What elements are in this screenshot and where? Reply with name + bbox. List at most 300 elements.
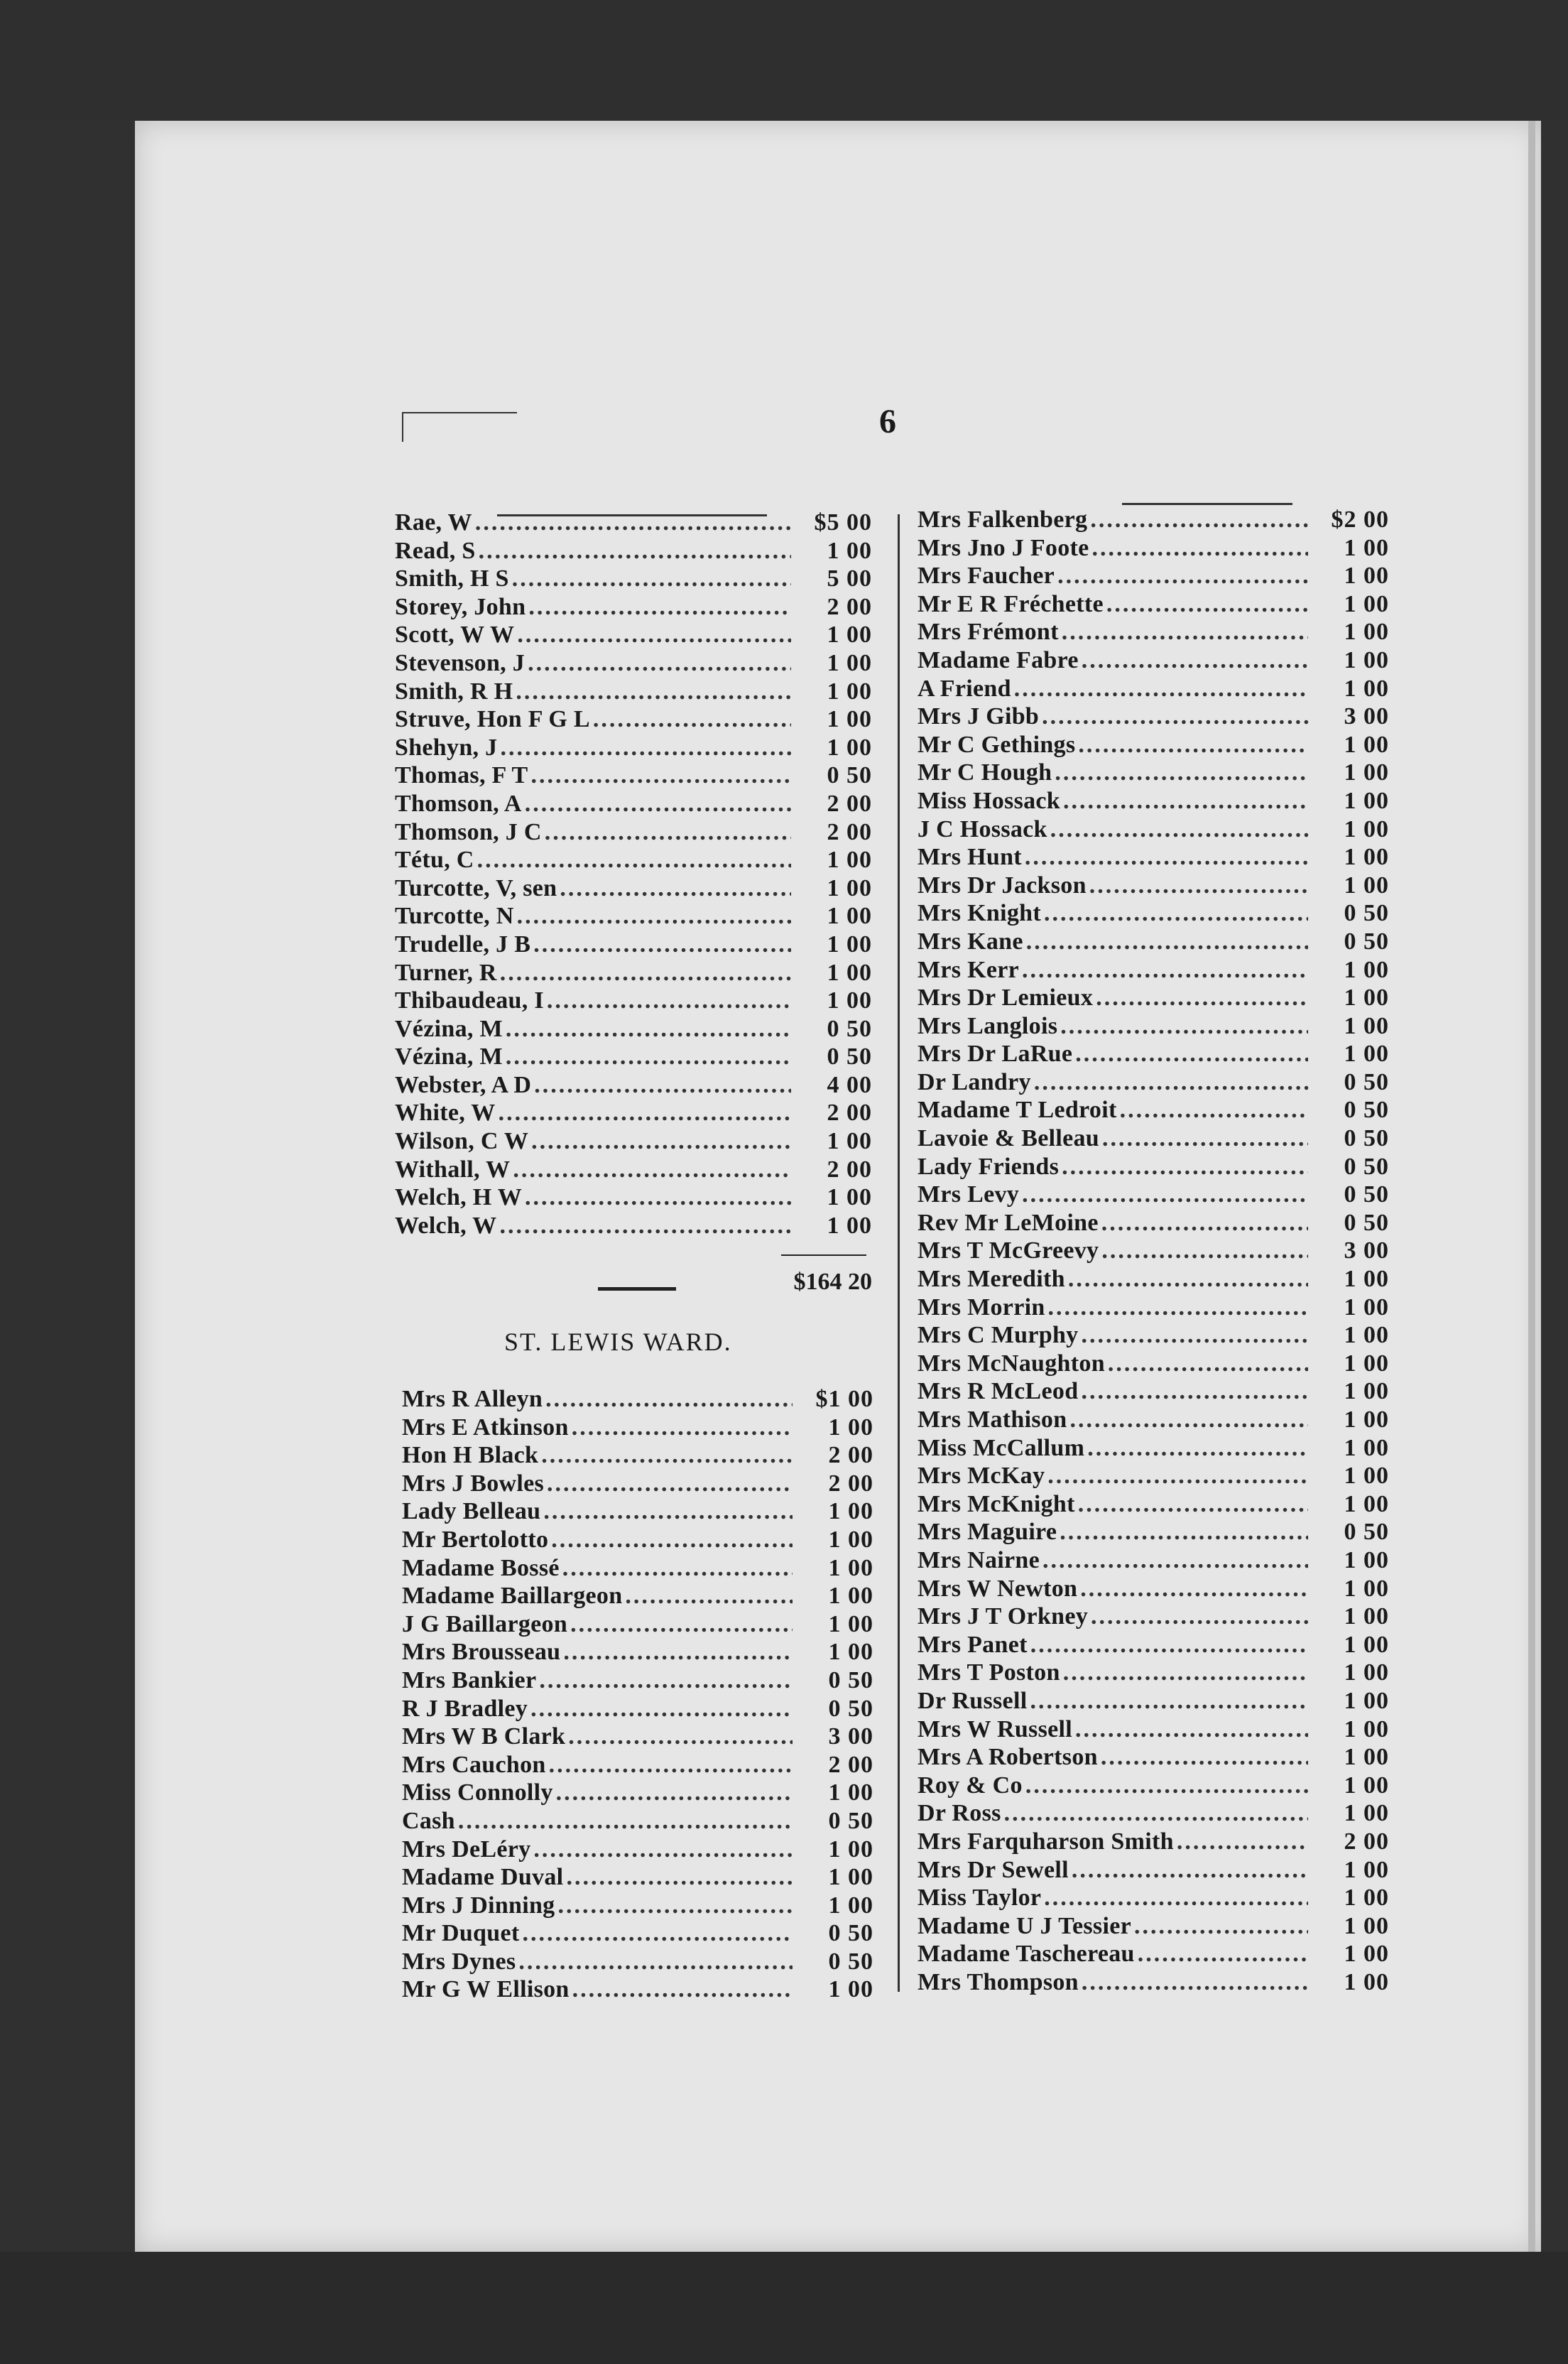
list-item [918,506,1389,534]
subscriber-name: Mrs McKay [918,1463,1045,1490]
list-item [402,1975,873,2004]
subscription-amount: 1 00 [827,706,872,733]
subscription-amount: 0 50 [1344,1125,1389,1152]
subscriber-name: Tétu, C [395,847,474,874]
subscription-amount: 1 00 [1344,1631,1389,1658]
subscriber-name: Mrs Maguire [918,1519,1057,1546]
column-divider [898,514,900,1992]
subscriber-name: Vézina, M [395,1043,503,1070]
subscriber-name: A Friend [918,675,1011,702]
subscription-amount: 1 00 [827,931,872,958]
subscriber-name: Storey, John [395,593,526,620]
list-item [918,956,1389,985]
list-item [402,1836,873,1864]
subscriber-name: Mrs R Alleyn [402,1386,543,1412]
leader-dots [531,1127,791,1156]
list-item [918,928,1389,956]
subscription-amount: 1 00 [827,649,872,676]
subscriber-name: Mrs T Poston [918,1659,1060,1686]
list-item [395,790,872,818]
list-item [918,731,1389,759]
subscriber-name: Madame Taschereau [918,1941,1135,1968]
subscription-amount: 1 00 [1344,1603,1389,1630]
list-item [918,1546,1389,1575]
leader-dots [517,902,791,931]
list-item [402,1695,873,1723]
subscription-amount: 1 00 [1344,1941,1389,1968]
subscriber-name: Mrs Langlois [918,1012,1058,1039]
subscriber-name: Smith, R H [395,678,513,705]
total-rule [781,1254,866,1256]
subscription-amount: 0 50 [827,1015,872,1042]
subscription-amount: 1 00 [827,847,872,874]
subscriber-name: Mrs Falkenberg [918,506,1088,533]
list-item [402,1919,873,1948]
subscription-amount: 1 00 [1344,534,1389,561]
leader-dots [1101,1743,1308,1772]
list-item [395,959,872,987]
subscription-amount: 1 00 [828,1526,873,1553]
list-item [402,1892,873,1920]
leader-dots [525,790,791,818]
subscriber-name: Mrs Brousseau [402,1639,561,1666]
subscriber-name: Hon H Black [402,1442,539,1469]
subscription-amount: 1 00 [1344,646,1389,673]
list-item [402,1610,873,1639]
list-item [918,1265,1389,1294]
subscriber-name: White, W [395,1100,496,1127]
list-item [918,618,1389,646]
leader-dots [506,1043,791,1071]
list-item [918,1912,1389,1941]
list-item [918,1350,1389,1378]
subscription-amount: 1 00 [827,622,872,649]
subscription-amount: 0 50 [1344,1519,1389,1546]
subscriber-name: Miss Connolly [402,1779,553,1806]
subscription-amount: 1 00 [1344,1687,1389,1714]
leader-dots [572,1975,793,2004]
leader-dots [1030,1631,1308,1659]
leader-dots [534,1071,791,1100]
subscription-amount: 0 50 [1344,1153,1389,1180]
list-item [918,815,1389,844]
leader-dots [528,593,791,622]
subscriber-name: Mr C Hough [918,759,1052,786]
subscription-amount: 1 00 [827,987,872,1014]
list-item [918,1462,1389,1490]
subscriber-list-left-bottom [402,1385,873,2004]
subscription-amount: 2 00 [1344,1828,1389,1855]
subscriber-name: Madame Duval [402,1864,564,1891]
list-item [395,761,872,790]
leader-dots [1068,1265,1308,1294]
subscription-amount: $1 00 [815,1386,873,1412]
subscriber-name: Miss Hossack [918,787,1061,814]
leader-dots [543,1497,793,1526]
list-item [918,1012,1389,1041]
leader-dots [525,1183,791,1212]
subscriber-name: J C Hossack [918,815,1047,842]
subscription-amount: 1 00 [1344,1041,1389,1068]
subscription-amount: 1 00 [1344,1266,1389,1293]
subscriber-name: Madame Bossé [402,1554,560,1581]
leader-dots [558,1892,793,1920]
list-item [918,1181,1389,1209]
subscription-amount: $5 00 [814,509,872,536]
leader-dots [1022,1181,1308,1209]
leader-dots [1078,1490,1308,1519]
subscriber-name: Vézina, M [395,1015,503,1042]
leader-dots [1026,928,1308,956]
subscription-amount: 1 00 [828,1892,873,1919]
leader-dots [1063,1659,1308,1687]
subscriber-list-left-top [395,509,872,1240]
subscription-amount: 1 00 [1344,1912,1389,1939]
subscriber-name: Mrs Dynes [402,1948,516,1975]
subscription-amount: 2 00 [827,818,872,845]
list-item [918,1406,1389,1434]
leader-dots [499,1212,791,1240]
leader-dots [530,1695,793,1723]
list-item [395,678,872,706]
subscriber-name: Wilson, C W [395,1128,529,1155]
subscriber-name: Thomson, J C [395,818,542,845]
subscription-amount: 1 00 [1344,563,1389,590]
subscription-amount: 1 00 [1344,1715,1389,1742]
subscriber-name: Stevenson, J [395,649,526,676]
subscription-amount: 1 00 [1344,787,1389,814]
leader-dots [545,818,791,847]
subscription-amount: 1 00 [1344,1856,1389,1883]
subscription-amount: 1 00 [1344,956,1389,983]
subscription-amount: 1 00 [828,1864,873,1891]
subscriber-name: Mrs Cauchon [402,1751,546,1778]
subscriber-name: Mr Bertolotto [402,1526,549,1553]
subscriber-name: Mrs Levy [918,1181,1020,1208]
leader-dots [500,734,791,762]
list-item [395,705,872,734]
list-item [402,1497,873,1526]
leader-dots [1082,646,1308,675]
subscription-amount: 1 00 [1344,1772,1389,1799]
leader-dots [1090,506,1308,534]
leader-dots [506,1015,791,1043]
subscription-amount: $2 00 [1331,506,1389,533]
subscriber-name: Lady Belleau [402,1498,541,1525]
subscription-amount: 0 50 [828,1807,873,1834]
subscriber-name: Mrs Dr Sewell [918,1856,1069,1883]
subscription-amount: 2 00 [827,1156,872,1183]
subscription-amount: 0 50 [1344,900,1389,927]
list-item [918,1518,1389,1546]
scanner-border-bottom [0,2252,1568,2364]
list-item [402,1863,873,1892]
list-item [918,1687,1389,1715]
list-item [918,1124,1389,1153]
list-item [395,1127,872,1156]
list-item [918,1209,1389,1237]
list-item [918,1743,1389,1772]
subscriber-name: Rae, W [395,509,472,536]
subscriber-name: Mrs Faucher [918,563,1055,590]
subscription-amount: 3 00 [1344,1237,1389,1264]
subscription-amount: 1 00 [828,1414,873,1441]
list-item [395,593,872,622]
list-item [918,675,1389,703]
leader-dots [512,565,791,593]
leader-dots [547,987,791,1015]
subscriber-name: Dr Russell [918,1687,1028,1714]
subscriber-name: Mrs DeLéry [402,1836,531,1863]
list-item [395,1212,872,1240]
leader-dots [1025,843,1308,872]
subscriber-name: Thomson, A [395,790,522,817]
leader-dots [541,1441,793,1470]
list-item [402,1779,873,1807]
subscription-amount: 1 00 [1344,1406,1389,1433]
subscription-amount: 1 00 [827,874,872,901]
leader-dots [1069,1406,1308,1434]
leader-dots [1087,1434,1308,1463]
leader-dots [475,509,791,537]
leader-dots [533,931,791,959]
leader-dots [518,1948,793,1976]
list-item [918,1603,1389,1631]
subscription-amount: 1 00 [1344,1322,1389,1349]
leader-dots [1004,1799,1308,1828]
subscription-amount: 1 00 [828,1976,873,2003]
subscriber-name: R J Bradley [402,1695,528,1722]
subscriber-name: J G Baillargeon [402,1610,568,1637]
list-item [918,1715,1389,1744]
subscriber-name: Thomas, F T [395,762,528,789]
subscription-amount: 1 00 [1344,1546,1389,1573]
subscription-amount: 1 00 [1344,844,1389,871]
subscriber-name: Mrs Dr LaRue [918,1041,1073,1068]
subscriber-name: Madame Fabre [918,646,1079,673]
leader-dots [562,1554,793,1583]
list-item [918,590,1389,619]
subscription-amount: 1 00 [1344,985,1389,1012]
subscriber-name: Mrs J Dinning [402,1892,555,1919]
leader-dots [1060,1012,1308,1041]
leader-dots [1044,899,1308,928]
list-item [395,931,872,959]
list-item [918,1659,1389,1687]
subscription-amount: 0 50 [1344,1209,1389,1236]
leader-dots [528,649,791,678]
list-item [918,843,1389,872]
subscription-amount: 1 00 [1344,1463,1389,1490]
list-item [918,1968,1389,1997]
list-item [395,1043,872,1071]
subscriber-name: Mrs Panet [918,1631,1028,1658]
subscriber-name: Webster, A D [395,1071,532,1098]
list-item [918,1575,1389,1603]
subscriber-name: Mr C Gethings [918,731,1076,758]
subscriber-name: Mr E R Fréchette [918,590,1104,617]
leader-dots [479,537,791,565]
total-dash [598,1287,676,1291]
subscription-amount: 1 00 [1344,1294,1389,1321]
subscription-amount: 1 00 [1344,731,1389,758]
leader-dots [500,959,791,987]
subscriber-name: Mrs J Gibb [918,703,1040,730]
subscription-amount: 1 00 [1344,1490,1389,1517]
leader-dots [1089,872,1308,900]
subscriber-name: Shehyn, J [395,734,498,761]
subscriber-name: Read, S [395,537,476,564]
subscriber-name: Mr G W Ellison [402,1976,570,2003]
leader-dots [477,846,791,874]
leader-dots [1075,1040,1308,1068]
leader-dots [545,1385,793,1414]
list-item [918,562,1389,590]
subscription-amount: 0 50 [828,1666,873,1693]
list-item [402,1582,873,1610]
subscription-amount: 2 00 [828,1442,873,1469]
subscriber-name: Madame T Ledroit [918,1097,1117,1124]
list-item [395,818,872,847]
leader-dots [1134,1912,1308,1941]
subscription-amount: 2 00 [828,1470,873,1497]
leader-dots [1063,787,1308,815]
list-item [918,1321,1389,1350]
subscriber-name: Madame Baillargeon [402,1583,623,1610]
leader-dots [551,1526,793,1554]
page-edge [1528,121,1535,2252]
list-item [918,899,1389,928]
list-item [402,1723,873,1751]
subscriber-name: Mrs McNaughton [918,1350,1105,1377]
subscription-amount: 2 00 [827,1100,872,1127]
subscriber-name: Mrs Meredith [918,1266,1065,1293]
list-item [402,1751,873,1779]
leader-dots [1060,1518,1308,1546]
list-item [395,902,872,931]
subscription-amount: 4 00 [827,1071,872,1098]
section-heading: ST. LEWIS WARD. [504,1328,732,1356]
subscriber-name: Cash [402,1807,455,1834]
list-item [402,1948,873,1976]
subscriber-name: Trudelle, J B [395,931,531,958]
subscription-amount: 2 00 [828,1751,873,1778]
leader-dots [1042,703,1308,731]
leader-dots [1102,1124,1308,1153]
list-item [918,984,1389,1012]
list-item [395,1099,872,1127]
list-item [402,1666,873,1695]
subscriber-name: Mrs R McLeod [918,1378,1079,1405]
list-item [402,1638,873,1666]
leader-dots [516,678,791,706]
subscription-amount: 1 00 [1344,815,1389,842]
list-item [402,1526,873,1554]
subscription-amount: 1 00 [1344,590,1389,617]
leader-dots [556,1779,793,1807]
leader-dots [1096,984,1308,1012]
subscriber-name: Mrs Farquharson Smith [918,1828,1174,1855]
leader-dots [1177,1828,1308,1856]
rule-line [1122,503,1292,505]
subscription-amount: 1 00 [828,1610,873,1637]
subscriber-name: Mrs Kerr [918,956,1020,983]
list-item [918,1096,1389,1124]
list-item [402,1554,873,1583]
leader-dots [1047,1462,1308,1490]
list-item [395,509,872,537]
subscriber-name: Turner, R [395,959,497,986]
subscription-amount: 1 00 [1344,1378,1389,1405]
subscription-amount: 0 50 [1344,1097,1389,1124]
subscriber-name: Lady Friends [918,1153,1060,1180]
leader-dots [513,1156,791,1184]
subscription-amount: 1 00 [1344,1659,1389,1686]
subscriber-name: Mrs Hunt [918,844,1022,871]
list-item [918,1799,1389,1828]
leader-dots [531,761,791,790]
leader-dots [539,1666,793,1695]
subscription-amount: 0 50 [1344,1181,1389,1208]
leader-dots [1034,1068,1308,1097]
list-item [918,703,1389,731]
subscription-amount: 1 00 [1344,675,1389,702]
leader-dots [572,1414,793,1442]
leader-dots [1080,1575,1308,1603]
subscriber-name: Mrs T McGreevy [918,1237,1099,1264]
subscription-amount: 1 00 [1344,1800,1389,1827]
subscription-amount: 1 00 [1344,759,1389,786]
subscriber-name: Miss Taylor [918,1885,1042,1912]
list-item [395,874,872,903]
subscriber-name: Mrs Morrin [918,1294,1045,1321]
list-item [918,759,1389,787]
leader-dots [1042,1546,1308,1575]
subscription-amount: 0 50 [827,762,872,789]
subscription-amount: 1 00 [1344,1575,1389,1602]
subscriber-name: Lavoie & Belleau [918,1125,1099,1152]
subscription-amount: 1 00 [827,1184,872,1211]
subscription-amount: 1 00 [827,734,872,761]
list-item [918,1294,1389,1322]
subscription-amount: 1 00 [828,1498,873,1525]
subscription-amount: 3 00 [1344,703,1389,730]
list-item [395,1015,872,1043]
subscription-amount: 0 50 [828,1920,873,1947]
subscription-amount: 1 00 [827,1128,872,1155]
subscriber-name: Withall, W [395,1156,511,1183]
list-item [918,646,1389,675]
leader-dots [1072,1856,1308,1885]
subscriber-name: Turcotte, V, sen [395,874,557,901]
list-item [918,1940,1389,1968]
leader-dots [533,1836,793,1864]
list-item [395,987,872,1015]
subscriber-name: Scott, W W [395,622,515,649]
leader-dots [1048,1294,1308,1322]
subscription-amount: 0 50 [827,1043,872,1070]
leader-dots [1081,1377,1308,1406]
list-item [402,1441,873,1470]
leader-dots [522,1919,793,1948]
leader-dots [563,1638,793,1666]
subscriber-name: Mrs Dr Jackson [918,872,1087,899]
list-item [395,565,872,593]
leader-dots [1062,1153,1308,1181]
leader-dots [1081,1321,1308,1350]
subscriber-name: Mrs Kane [918,928,1023,955]
list-item [402,1470,873,1498]
